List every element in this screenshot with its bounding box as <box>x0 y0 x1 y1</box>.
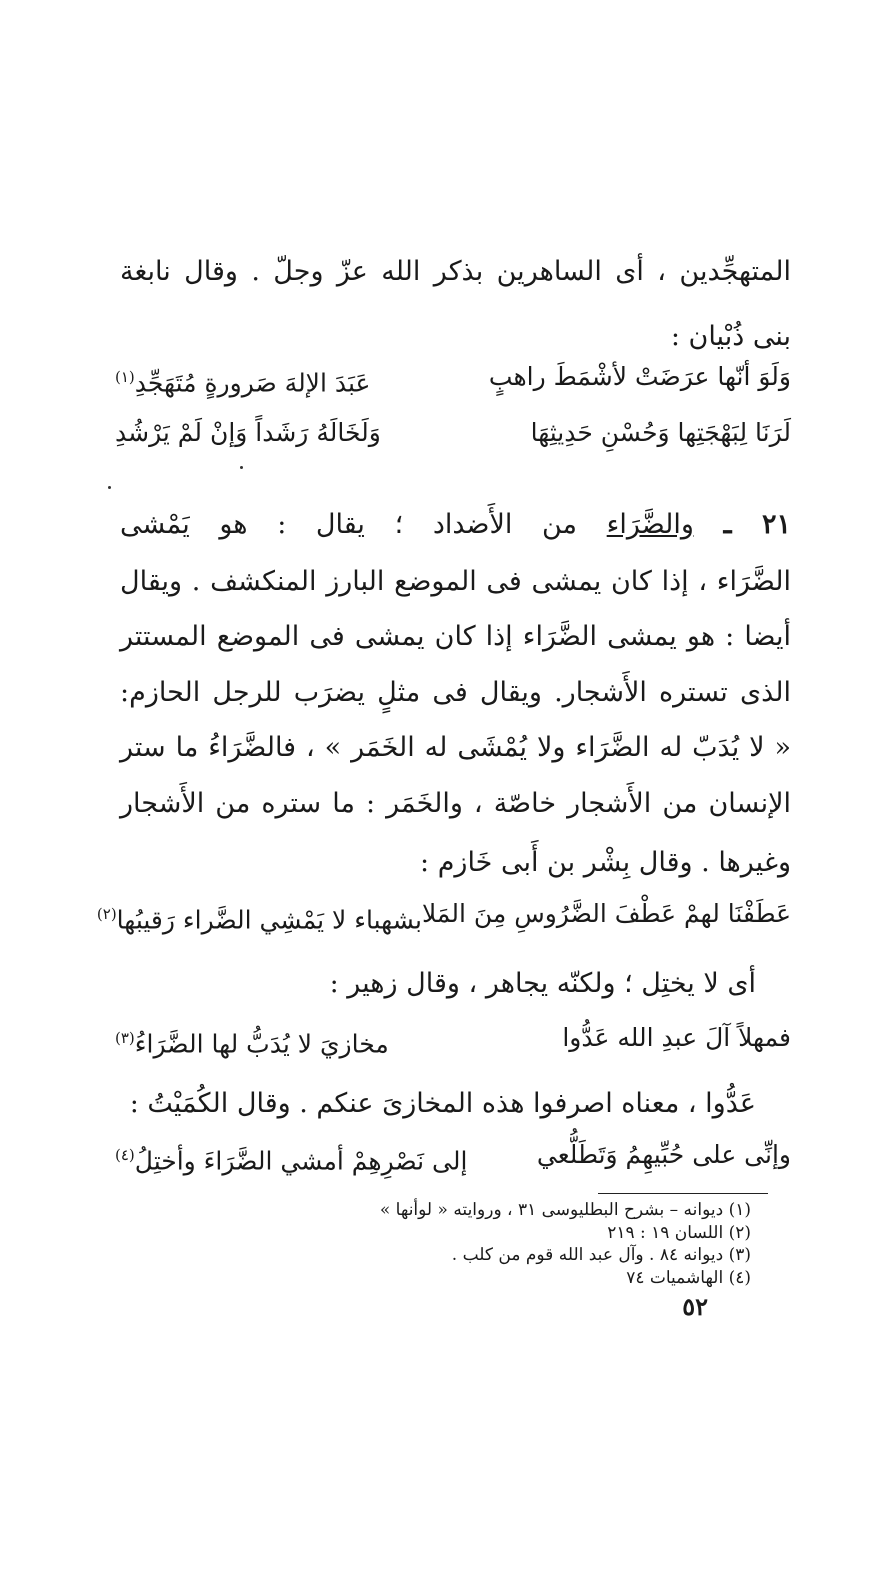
verse-line <box>115 1135 791 1175</box>
text-line: الإنسان من الأَشجار خاصّة ، والخَمَر : ما ستره من الأَشجار <box>120 788 791 819</box>
verse-first-hemistich: وَلَوَ أنّها عرَضَتْ لأشْمَطَ راهبٍ <box>488 362 791 391</box>
text-line: أيضا : هو يمشى الضَّرَاء إذا كان يمشى فى الموضع المستتر <box>120 621 791 652</box>
footnote-ref: (٤) <box>115 1146 135 1164</box>
text-line: « لا يُدَبّ له الضَّرَاء ولا يُمْشَى له الخَمَر » ، فالضَّرَاءُ ما ستر <box>120 732 791 763</box>
section-heading-line <box>120 505 791 545</box>
footnote: (٢) اللسان ١٩ : ٢١٩ <box>607 1223 751 1243</box>
text-line: أى لا يختِل ؛ ولكنّه يجاهر ، وقال زهير : <box>329 968 756 999</box>
print-speck <box>108 486 111 489</box>
verse-first-hemistich: لَرَنَا لِبَهْجَتِها وَحُسْنِ حَدِيثِهَا <box>530 418 791 447</box>
footnote-ref: (٣) <box>115 1029 135 1047</box>
verse-first-hemistich: وإنِّى على حُبِّيهِمُ وَتَطَلُّعي <box>536 1140 791 1169</box>
footnote: (٤) الهاشميات ٧٤ <box>626 1268 751 1288</box>
text-line: الذى تستره الأَشجار. ويقال فى مثلٍ يضرَب للرجل الحازم: <box>120 677 791 708</box>
verse-second-text: إلى نَصْرِهِمْ أمشي الضَّرَاءَ وأختِلُ <box>134 1146 468 1176</box>
verse-second-text: مخازيَ لا يُدَبُّ لها الضَّرَاءُ <box>134 1029 389 1059</box>
section-heading-rest: من الأَضداد ؛ يقال : هو يَمْشى <box>120 509 578 540</box>
text-line: بنى ذُبْيان : <box>670 321 791 352</box>
verse-line <box>115 413 791 453</box>
verse-line <box>96 894 791 935</box>
text-line: الضَّرَاء ، إذا كان يمشى فى الموضع البارز المنكشف . ويقال <box>120 566 791 597</box>
footnote: (٣) ديوانه ٨٤ . وآل عبد الله قوم من كلب . <box>451 1245 751 1265</box>
text-line: المتهجِّدين ، أى الساهرين بذكر الله عزّ وجلّ . وقال نابغة <box>120 256 791 287</box>
verse-second-text: بشهباء لا يَمْشِي الضَّراء رَقيبُها <box>116 905 422 935</box>
verse-second-hemistich: وَلَخَالَهُ رَشَداً وَإنْ لَمْ يَرْشُدِ <box>115 418 381 447</box>
text-line: وغيرها . وقال بِشْر بن أَبى خَازم : <box>420 847 791 878</box>
verse-line <box>115 357 791 397</box>
footnote-separator <box>598 1193 768 1194</box>
verse-second-text: عَبَدَ الإلهَ صَرورةٍ مُتَهَجِّدِ <box>134 368 371 398</box>
verse-second-hemistich <box>97 894 422 934</box>
verse-first-hemistich: عَطَفْنَا لهمْ عَطْفَ الضَّرُوسِ مِنَ المَلا <box>421 899 791 928</box>
footnote-ref: (١) <box>115 368 135 386</box>
verse-line <box>115 1018 791 1058</box>
section-number: ٢١ ـ <box>723 509 791 540</box>
text-line: عَدُّوا ، معناه اصرفوا هذه المخازىَ عنكم . وقال الكُمَيْتُ : <box>129 1088 756 1119</box>
section-term: والضَّرَاء <box>606 509 694 540</box>
page-number: ٥٢ <box>682 1292 708 1321</box>
print-speck <box>240 466 243 469</box>
footnote-ref: (٢) <box>96 905 117 923</box>
verse-second-hemistich <box>115 1135 467 1175</box>
verse-second-hemistich <box>115 1018 389 1058</box>
footnote: (١) ديوانه – بشرح البطليوسى ٣١ ، وروايته « لوأنها » <box>379 1200 751 1220</box>
verse-second-hemistich <box>115 357 370 397</box>
verse-first-hemistich: فمهلاً آلَ عبدِ الله عَدُّوا <box>562 1023 791 1052</box>
